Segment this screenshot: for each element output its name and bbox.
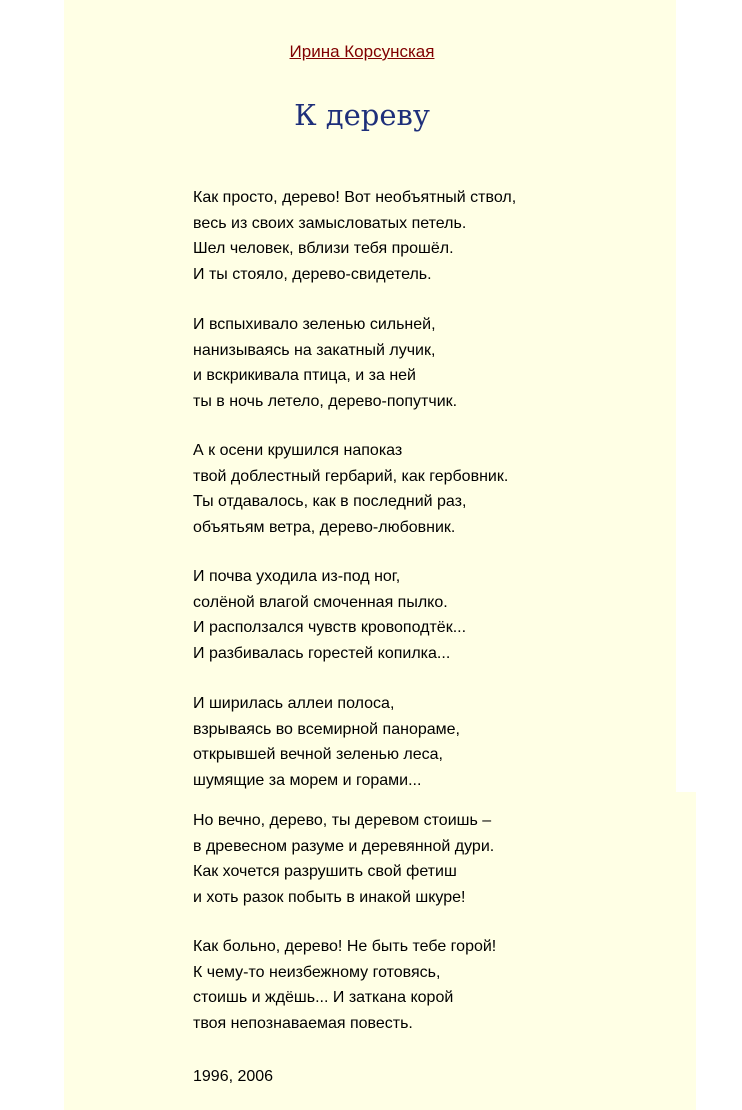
stanza-3 (193, 438, 508, 540)
poem-line: взрываясь во всемирной панораме, (193, 720, 460, 738)
poem-line: объятьям ветра, дерево-любовник. (193, 518, 456, 536)
poem-line: в древесном разуме и деревянной дури. (193, 837, 495, 855)
poem-line: и вскрикивала птица, и за ней (193, 367, 416, 384)
poem-title: К дереву (294, 98, 430, 132)
poem-line: твой доблестный гербарий, как гербовник. (193, 467, 509, 485)
poem-line: весь из своих замысловатых петель. (193, 214, 467, 232)
poem-line: И вспыхивало зеленью сильней, (193, 316, 436, 333)
stanza-4 (193, 564, 466, 666)
author-link[interactable]: Ирина Корсунская (289, 42, 435, 61)
poem-line: А к осени крушился напоказ (193, 442, 403, 459)
poem-date: 1996, 2006 (193, 1068, 274, 1085)
poem-line: солёной влагой смоченная пылко. (193, 593, 448, 611)
poem-line: Как хочется разрушить свой фетиш (193, 863, 457, 880)
stanza-1 (193, 185, 516, 287)
poem-line: Ты отдавалось, как в последний раз, (193, 493, 467, 510)
poem-line: ты в ночь летело, дерево-попутчик. (193, 392, 458, 410)
poem-line: Как больно, дерево! Не быть тебе горой! (193, 938, 497, 955)
stanza-5 (193, 691, 460, 793)
stanza-2 (193, 312, 457, 414)
stanza-7 (193, 934, 496, 1036)
poem-line: открывшей вечной зеленью леса, (193, 746, 443, 763)
poem-line: И разбивалась горестей копилка... (193, 644, 451, 662)
poem-line: и хоть разок побыть в инакой шкуре! (193, 888, 466, 906)
poem-line: шумящие за морем и горами... (193, 771, 422, 789)
poem-line: Как просто, дерево! Вот необъятный ствол, (193, 189, 517, 206)
poem-line: Шел человек, вблизи тебя прошёл. (193, 240, 454, 257)
poem-line: И ширилась аллеи полоса, (193, 695, 395, 712)
poem-line: И ты стояло, дерево-свидетель. (193, 265, 432, 283)
poem-line: твоя непознаваемая повесть. (193, 1014, 413, 1032)
poem-line: стоишь и ждёшь... И заткана корой (193, 989, 454, 1006)
poem-line: К чему-то неизбежному готовясь, (193, 963, 441, 981)
poem-line: Но вечно, дерево, ты деревом стоишь – (193, 812, 492, 829)
poem-line: И расползался чувств кровоподтёк... (193, 619, 467, 636)
poem-line: нанизываясь на закатный лучик, (193, 341, 436, 359)
stanza-6 (193, 808, 494, 910)
poem-line: И почва уходила из-под ног, (193, 568, 401, 585)
